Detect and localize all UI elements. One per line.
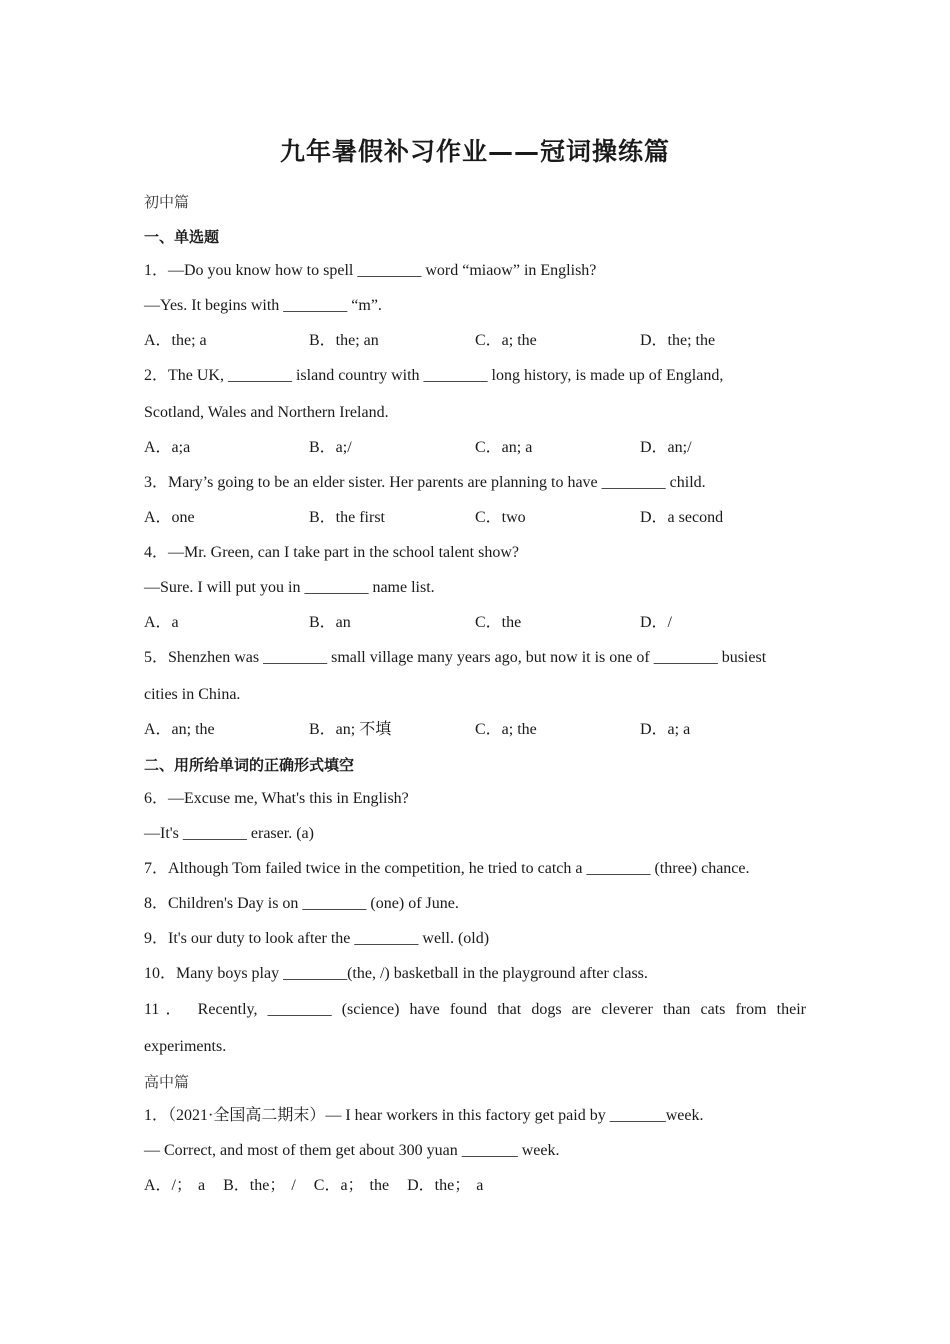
question-9: 9．It's our duty to look after the ________ well. (old) <box>144 930 490 947</box>
question-5-stem: 5．Shenzhen was ________ small village many years ago, but now it is one of ________ busiest <box>144 649 767 666</box>
option-a: A．one <box>144 509 195 526</box>
question-5-stem-continued: cities in China. <box>144 686 241 703</box>
option-b: B．an; 不填 <box>309 721 392 738</box>
question-8: 8．Children's Day is on ________ (one) of June. <box>144 895 459 912</box>
option-a: A．/； a <box>144 1177 206 1194</box>
option-b: B．the； / <box>223 1177 296 1194</box>
option-a: A．a <box>144 614 179 631</box>
option-c: C．a; the <box>475 721 537 738</box>
option-d: D．/ <box>640 614 673 631</box>
option-c: C．two <box>475 509 526 526</box>
option-d: D．an;/ <box>640 439 692 456</box>
option-d: D．a; a <box>640 721 691 738</box>
option-c: C．an; a <box>475 439 533 456</box>
option-b: B．the; an <box>309 332 379 349</box>
option-a: A．a;a <box>144 439 191 456</box>
question-1-answer-line: —Yes. It begins with ________ “m”. <box>144 297 382 314</box>
junior-section-label: 初中篇 <box>144 193 190 211</box>
option-a: A．an; the <box>144 721 215 738</box>
option-d: D．a second <box>640 509 724 526</box>
question-1-stem: 1．—Do you know how to spell ________ word “miaow” in English? <box>144 262 597 279</box>
question-3-stem: 3．Mary’s going to be an elder sister. Her parents are planning to have ________ child. <box>144 474 706 491</box>
question-10: 10．Many boys play ________(the, /) basketball in the playground after class. <box>144 965 648 982</box>
option-a: A．the; a <box>144 332 207 349</box>
section-heading-fill-in: 二、用所给单词的正确形式填空 <box>144 756 355 774</box>
question-11-stem-continued: experiments. <box>144 1038 227 1055</box>
option-b: B．an <box>309 614 351 631</box>
question-4-answer-line: —Sure. I will put you in ________ name list. <box>144 579 435 596</box>
senior-question-1-options <box>144 1176 495 1196</box>
question-2-stem: 2．The UK, ________ island country with ________ long history, is made up of England, <box>144 367 724 384</box>
option-c: C．a; the <box>475 332 537 349</box>
question-4-stem: 4．—Mr. Green, can I take part in the school talent show? <box>144 544 520 561</box>
senior-question-1-answer-line: — Correct, and most of them get about 300 yuan _______ week. <box>144 1142 560 1159</box>
section-heading-multiple-choice: 一、单选题 <box>144 228 220 246</box>
question-11-stem: 11． Recently, ________ (science) have found that dogs are cleverer than cats from their <box>144 1001 806 1018</box>
senior-section-label: 高中篇 <box>144 1073 190 1091</box>
option-c: C．a； the <box>313 1177 390 1194</box>
page-title: 九年暑假补习作业——冠词操练篇 <box>279 137 670 166</box>
option-b: B．a;/ <box>309 439 352 456</box>
question-2-stem-continued: Scotland, Wales and Northern Ireland. <box>144 404 389 421</box>
option-d: D．the； a <box>407 1177 484 1194</box>
option-b: B．the first <box>309 509 385 526</box>
option-c: C．the <box>475 614 522 631</box>
question-6-stem: 6．—Excuse me, What's this in English? <box>144 790 409 807</box>
option-d: D．the; the <box>640 332 716 349</box>
senior-question-1-stem: 1．（2021·全国高二期末）— I hear workers in this factory get paid by _______week. <box>144 1107 704 1124</box>
question-7: 7．Although Tom failed twice in the competition, he tried to catch a ________ (three) chance. <box>144 860 750 877</box>
question-6-answer-line: —It's ________ eraser. (a) <box>144 825 314 842</box>
